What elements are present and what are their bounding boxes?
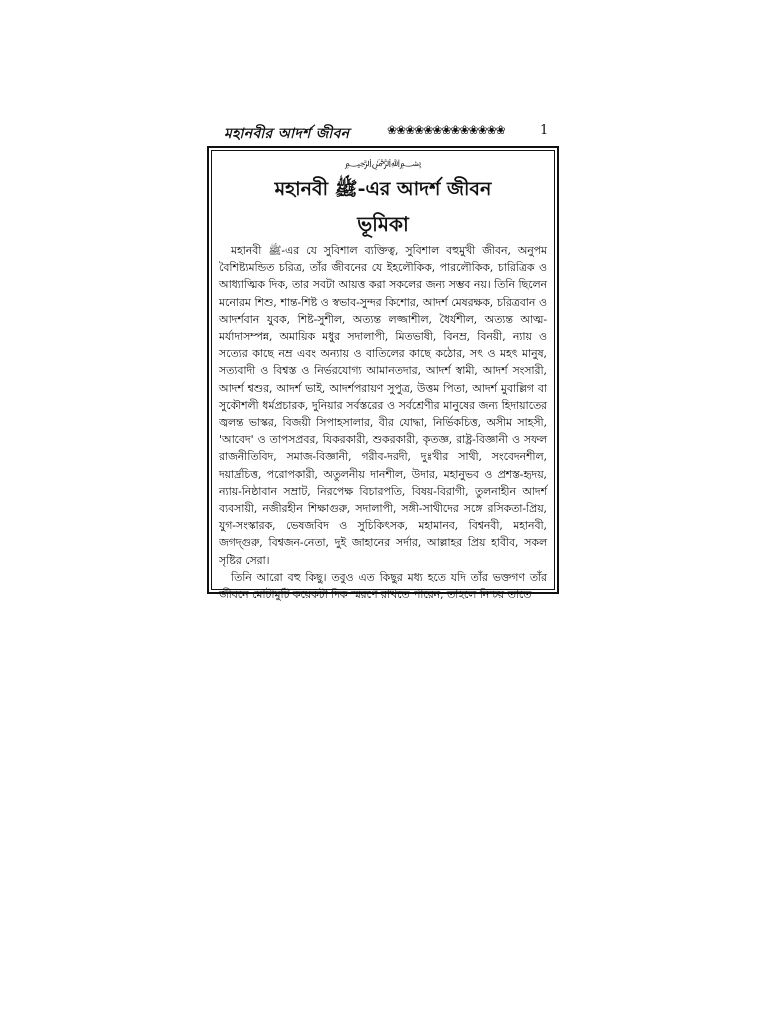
running-header: [207, 121, 562, 143]
page-frame: [207, 146, 559, 602]
section-title: ভূমিকা: [357, 212, 409, 236]
header-ornament: ❀❀❀❀❀❀❀❀❀❀❀❀❀: [387, 123, 505, 137]
paragraph: তিনি আরো বহু কিছু। তবুও এত কিছুর মধ্য হতে যদি তাঁর ভক্তগণ তাঁর জীবনে মোটামুটি কয়েকটা দিক স্মরণে রাখতে পারেন, তাহলে নিশ্চয় তাতে: [219, 570, 547, 602]
body-text: [219, 242, 547, 603]
running-title: মহানবীর আদর্শ জীবন: [224, 126, 350, 142]
paragraph: মহানবী ﷺ-এর যে সুবিশাল ব্যক্তিত্ব, সুবিশাল বহুমুখী জীবন, অনুপম বৈশিষ্ট্যমন্ডিত চরিত্র, তাঁর জীবনের যে ইহলৌকিক, পারলৌকিক, চারিত্রিক ও আধ্যাত্মিক দিক, তার সবটা আয়ত্ত করা সকলের জন্য সম্ভব নয়। তিনি ছিলেন মনোরম শিশু, শান্ত-শিষ্ট ও স্বভাব-সুন্দর কিশোর, আদর্শ মেষরক্ষক, চরিত্রবান ও আদর্শবান যুবক, শিষ্ট-সুশীল, অত্যন্ত লজ্জাশীল, ধৈর্যশীল, অত্যন্ত আত্ম-মর্যাদাসম্পন্ন, অমায়িক মধুর সদালাপী, মিতভাষী, বিনম্র, বিনয়ী, ন্যায় ও সত্যের কাছে নম্র এবং অন্যায় ও বাতিলের কাছে কঠোর, সৎ ও মহৎ মানুষ, সত্যবাদী ও বিশ্বস্ত ও নির্ভরযোগ্য আমানতদার, আদর্শ স্বামী, আদর্শ সংসারী, আদর্শ শ্বশুর, আদর্শ ভাই, আদর্শপরায়ণ সুপুত্র, উত্তম পিতা, আদর্শ মুবাল্লিগ বা সুকৌশলী ধর্মপ্রচারক, দুনিয়ার সর্বস্তরের ও সর্বশ্রেণীর মানুষের জন্য হিদায়াতের জ্বলন্ত ভাস্কর, বিজয়ী সিপাহসালার, বীর যোদ্ধা, নির্ভিকচিত্ত, অসীম সাহসী, 'আবেদ' ও তাপসপ্রবর, যিকরকারী, শুকরকারী, কৃতজ্ঞ, রাষ্ট্র-বিজ্ঞানী ও সফল রাজনীতিবিদ, সমাজ-বিজ্ঞানী, গরীব-দরদী, দুঃখীর সাথী, সংবেদনশীল, দয়ার্দ্রচিত্ত, পরোপকারী, অতুলনীয় দানশীল, উদার, মহানুভব ও প্রশস্ত-হৃদয়, ন্যায়-নিষ্ঠাবান সম্রাট, নিরপেক্ষ বিচারপতি, বিষয়-বিরাগী, তুলনাহীন আদর্শ ব্যবসায়ী, নজীরহীন শিক্ষাগুরু, সদালাপী, সঙ্গী-সাথীদের সঙ্গে রসিকতা-প্রিয়, যুগ-সংস্কারক, ভেষজবিদ ও সুচিকিৎসক, মহামানব, বিশ্বনবী, মহানবী, জগদ্গুরু, বিশ্বজন-নেতা, দুই জাহানের সর্দার, আল্লাহর প্রিয় হাবীব, সকল সৃষ্টির সেরা।: [219, 244, 547, 567]
bismillah-calligraphy: ﷽: [344, 158, 422, 169]
page-number: 1: [540, 123, 549, 138]
book-title: মহানবী ﷺ-এর আদর্শ জীবন: [274, 178, 492, 200]
